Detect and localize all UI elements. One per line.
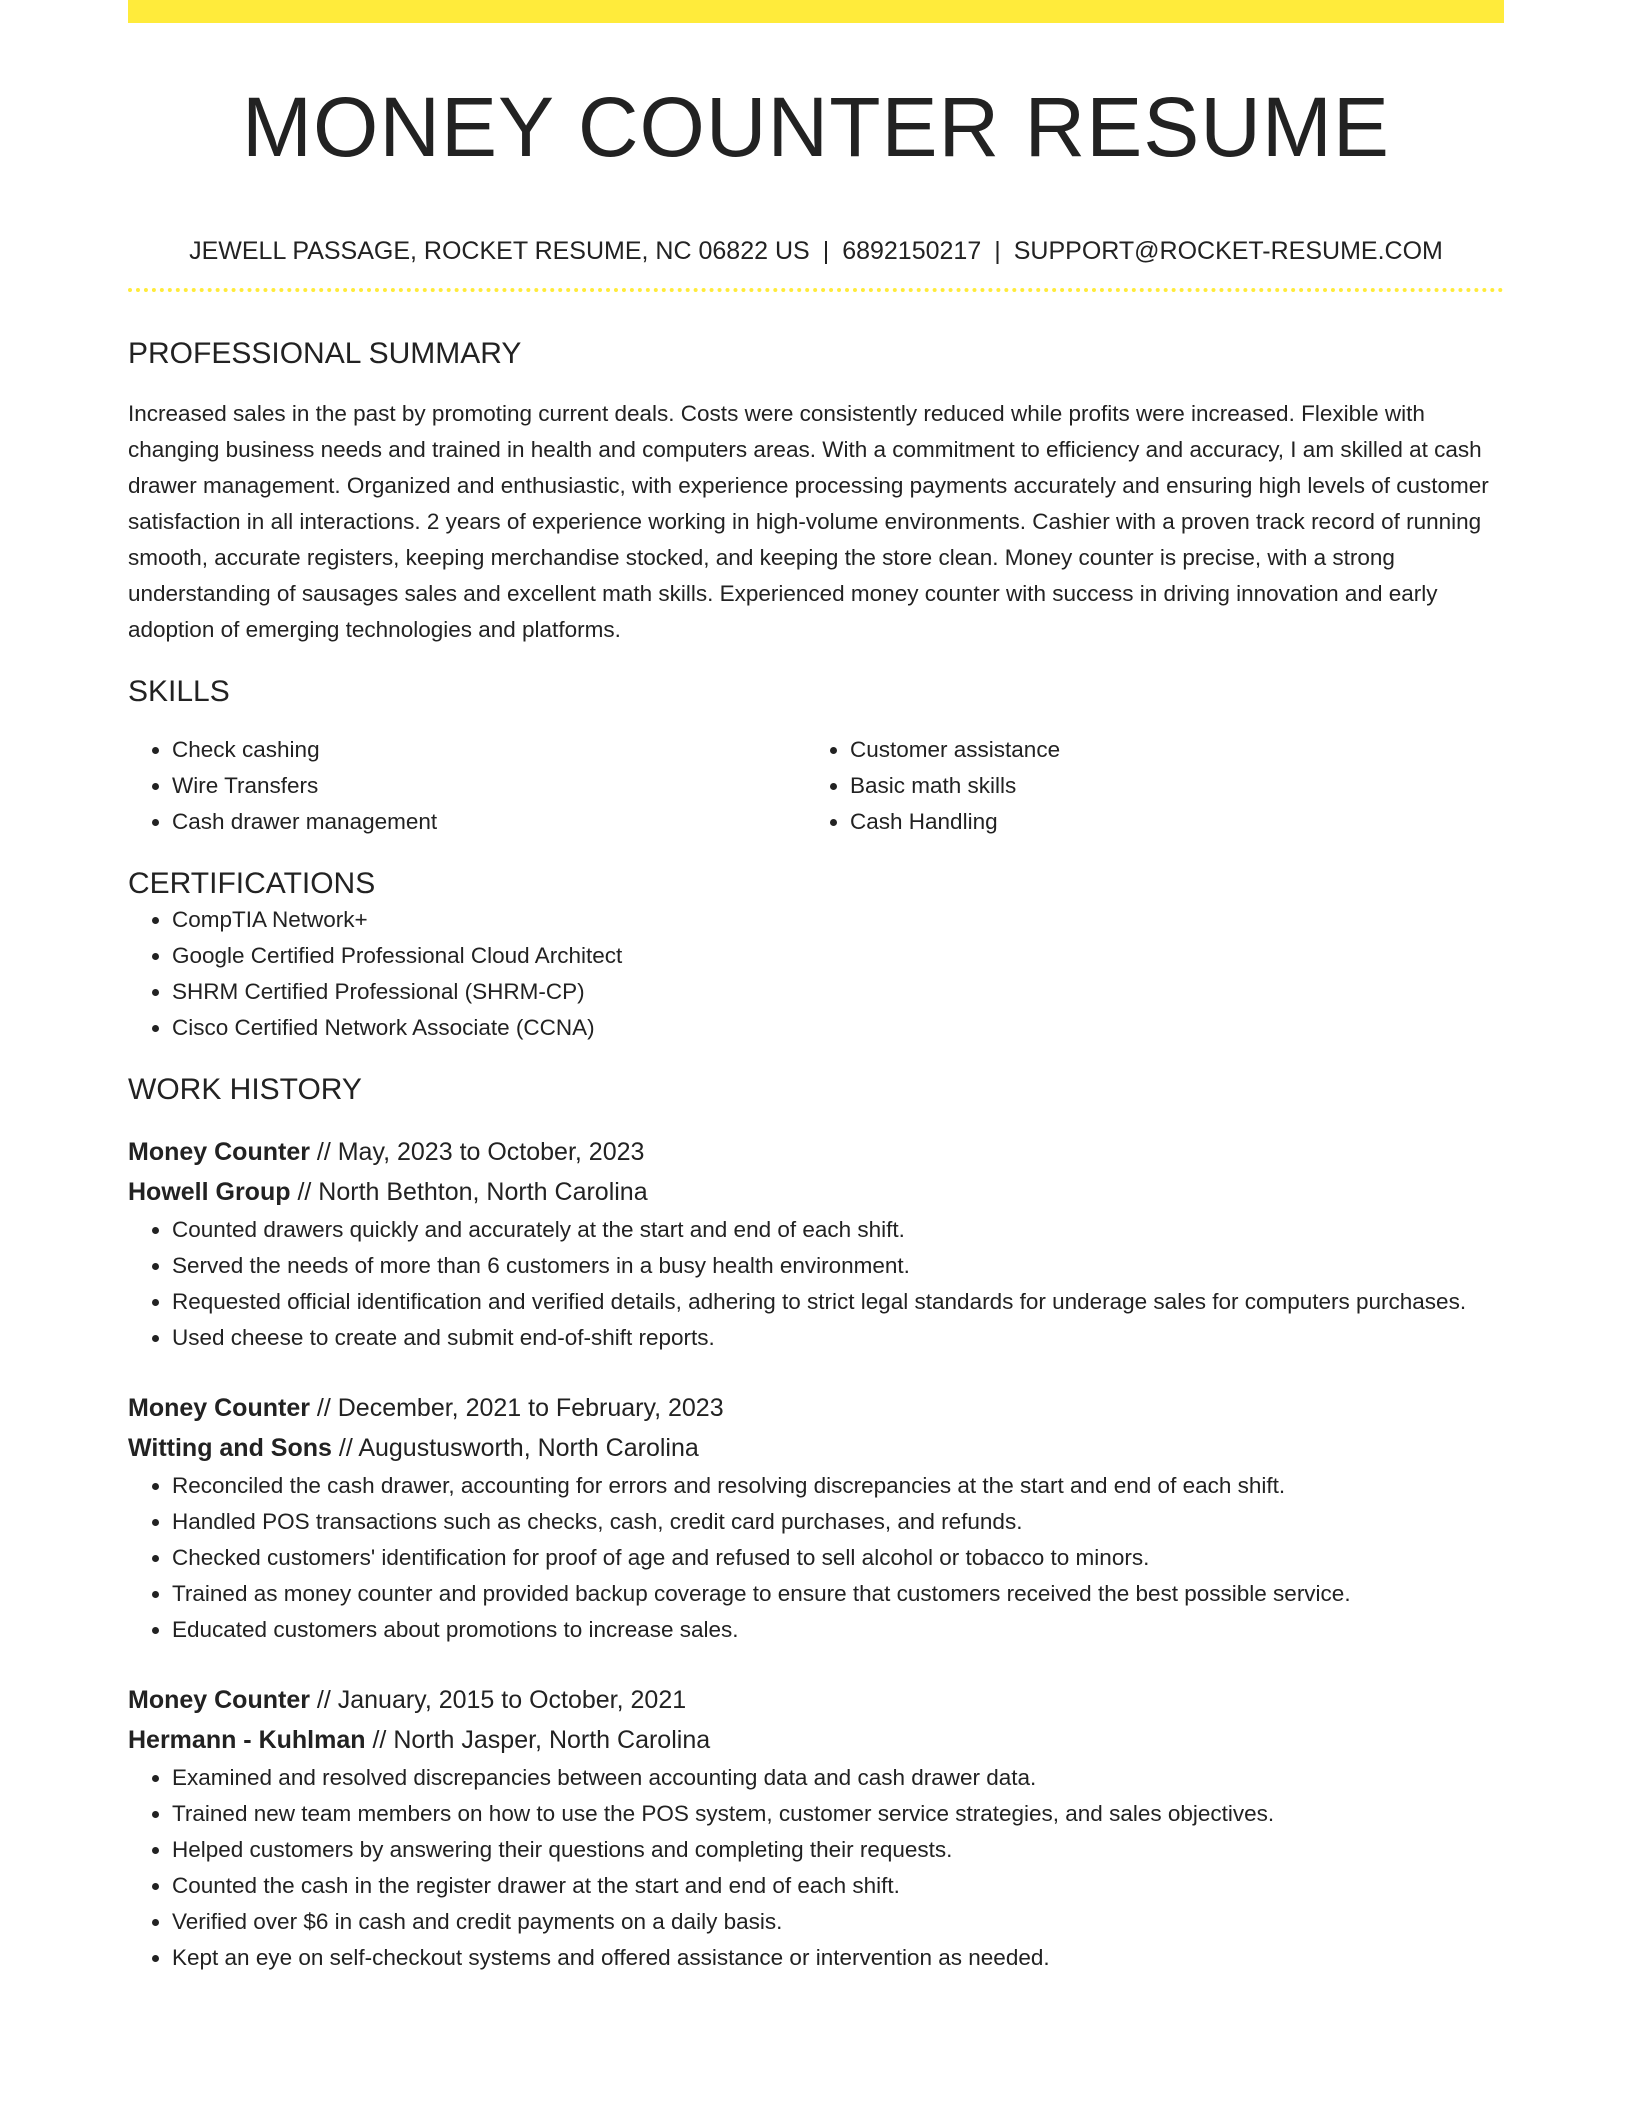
job-dates: // December, 2021 to February, 2023 (309, 1394, 724, 1422)
certification-item: • Google Certified Professional Cloud Architect (172, 938, 1504, 974)
job-bullet: • Used cheese to create and submit end-of-shift reports. (172, 1320, 1504, 1356)
job-bullet-list (128, 1468, 1504, 1648)
job-role-line (128, 1132, 1504, 1172)
job-company: Hermann - Kuhlman (128, 1726, 366, 1754)
skill-item: • Cash Handling (850, 804, 1484, 840)
job-location: // Augustusworth, North Carolina (331, 1434, 699, 1462)
job-bullet: • Kept an eye on self-checkout systems and offered assistance or intervention as needed. (172, 1940, 1504, 1976)
skills-list-right (806, 732, 1484, 840)
job-bullet: • Counted the cash in the register drawer at the start and end of each shift. (172, 1868, 1504, 1904)
job-bullet: • Counted drawers quickly and accurately at the start and end of each shift. (172, 1212, 1504, 1248)
resume-content (128, 0, 1504, 1976)
job-bullet: • Requested official identification and verified details, adhering to strict legal standards for underage sales for computers purchases. (172, 1284, 1504, 1320)
skill-item: • Customer assistance (850, 732, 1484, 768)
contact-separator: | (822, 237, 830, 265)
accent-top-bar (128, 0, 1504, 23)
job-role: Money Counter (128, 1394, 310, 1422)
summary-text: Increased sales in the past by promoting current deals. Costs were consistently reduced while profits were increased. Flexible with changing business needs and trained in health and computers areas. With a commitment to efficiency and accuracy, I am skilled at cash drawer management. Organized and enthusiastic, with experience processing payments accurately and ensuring high levels of customer satisfaction in all interactions. 2 years of experience working in high-volume environments. Cashier with a proven track record of running smooth, accurate registers, keeping merchandise stocked, and keeping the store clean. Money counter is precise, with a strong understanding of sausages sales and excellent math skills. Experienced money counter with success in driving innovation and early adoption of emerging technologies and platforms. (128, 401, 1489, 642)
job-bullet: • Verified over $6 in cash and credit payments on a daily basis. (172, 1904, 1504, 1940)
work-history-heading: WORK HISTORY (128, 1073, 362, 1106)
certifications-list (128, 902, 1504, 1046)
job-bullet: • Handled POS transactions such as checks, cash, credit card purchases, and refunds. (172, 1504, 1504, 1540)
job-dates: // January, 2015 to October, 2021 (309, 1686, 687, 1714)
job-bullet-list (128, 1212, 1504, 1356)
skills-heading: SKILLS (128, 675, 230, 708)
contact-line (128, 235, 1504, 267)
job-location: // North Bethton, North Carolina (290, 1178, 648, 1206)
contact-email: SUPPORT@ROCKET-RESUME.COM (1013, 237, 1443, 265)
certification-item: • Cisco Certified Network Associate (CCNA) (172, 1010, 1504, 1046)
job-company-line (128, 1720, 1504, 1760)
job-location: // North Jasper, North Carolina (365, 1726, 711, 1754)
job-bullet: • Educated customers about promotions to increase sales. (172, 1612, 1504, 1648)
job-entry (128, 1680, 1504, 1976)
job-bullet-list (128, 1760, 1504, 1976)
job-company-line (128, 1172, 1504, 1212)
skill-item: • Wire Transfers (172, 768, 806, 804)
skill-item: • Check cashing (172, 732, 806, 768)
job-bullet: • Reconciled the cash drawer, accounting for errors and resolving discrepancies at the start and end of each shift. (172, 1468, 1504, 1504)
certification-item: • CompTIA Network+ (172, 902, 1504, 938)
job-role-line (128, 1680, 1504, 1720)
job-bullet: • Trained new team members on how to use the POS system, customer service strategies, and sales objectives. (172, 1796, 1504, 1832)
skill-item: • Cash drawer management (172, 804, 806, 840)
job-bullet: • Trained as money counter and provided backup coverage to ensure that customers received the best possible service. (172, 1576, 1504, 1612)
contact-separator: | (994, 237, 1001, 265)
job-bullet: • Examined and resolved discrepancies between accounting data and cash drawer data. (172, 1760, 1504, 1796)
dotted-divider (128, 288, 1504, 292)
job-company: Witting and Sons (128, 1434, 332, 1462)
summary-heading: PROFESSIONAL SUMMARY (128, 337, 522, 370)
job-dates: // May, 2023 to October, 2023 (309, 1138, 645, 1166)
job-role-line (128, 1388, 1504, 1428)
job-bullet: • Served the needs of more than 6 customers in a busy health environment. (172, 1248, 1504, 1284)
resume-title: MONEY COUNTER RESUME (242, 80, 1390, 174)
job-bullet: • Helped customers by answering their questions and completing their requests. (172, 1832, 1504, 1868)
job-bullet: • Checked customers' identification for proof of age and refused to sell alcohol or tobacco to minors. (172, 1540, 1504, 1576)
contact-address: JEWELL PASSAGE, ROCKET RESUME, NC 06822 US (189, 237, 810, 265)
job-entry (128, 1388, 1504, 1648)
certification-item: • SHRM Certified Professional (SHRM-CP) (172, 974, 1504, 1010)
skill-item: • Basic math skills (850, 768, 1484, 804)
job-entry (128, 1132, 1504, 1356)
job-role: Money Counter (128, 1686, 310, 1714)
job-role: Money Counter (128, 1138, 310, 1166)
certifications-heading: CERTIFICATIONS (128, 867, 376, 900)
job-company-line (128, 1428, 1504, 1468)
skills-columns (128, 732, 1504, 840)
contact-phone: 6892150217 (842, 237, 982, 265)
job-company: Howell Group (128, 1178, 291, 1206)
skills-list-left (128, 732, 806, 840)
